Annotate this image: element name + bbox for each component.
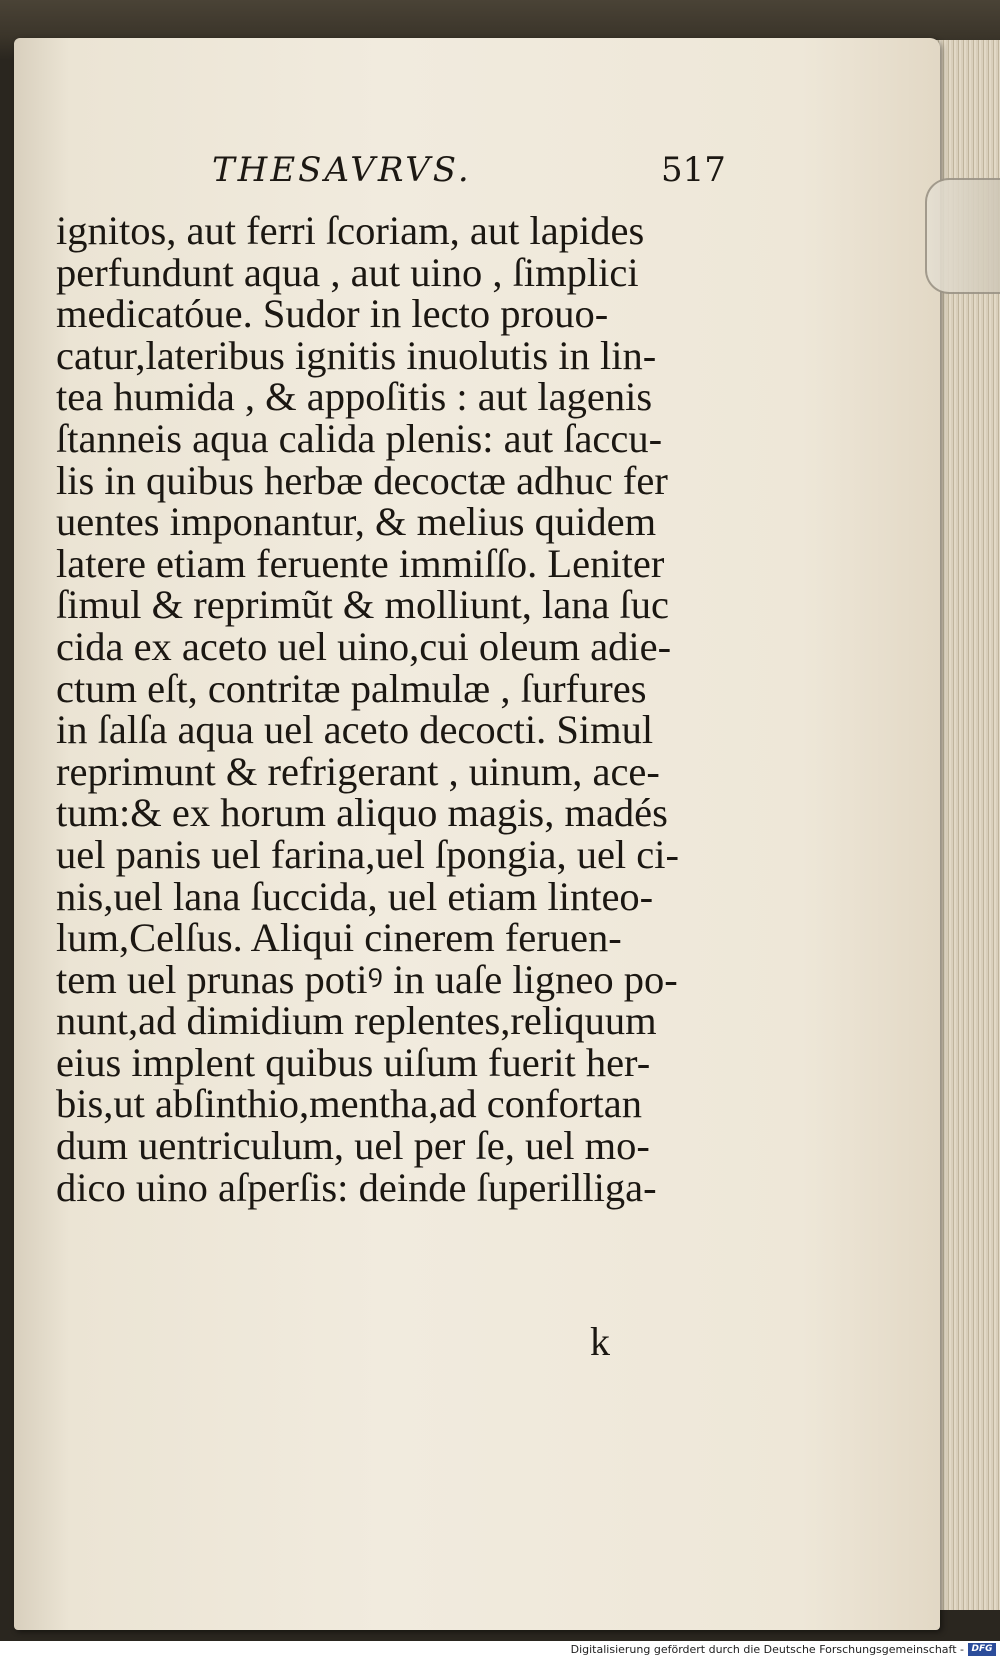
footer-credit: Digitalisierung gefördert durch die Deutsche Forschungsgemeinschaft -	[570, 1643, 964, 1656]
catchword: k	[590, 1319, 610, 1364]
text-line: latere etiam feruente immiſſo. Leniter	[56, 540, 665, 586]
text-line: ctum eſt, contritæ palmulæ , ſurfures	[56, 665, 647, 711]
text-line: lum,Celſus. Aliqui cinerem feruen-	[56, 915, 622, 961]
text-line: medicatóue. Sudor in lecto prouo-	[56, 291, 609, 337]
text-line: eius implent quibus uiſum fuerit her-	[56, 1039, 651, 1085]
body-text	[56, 210, 716, 1208]
text-line: reprimunt & refrigerant , uinum, ace-	[56, 748, 660, 794]
text-line: tem uel prunas potiꝰ in uaſe ligneo po-	[56, 956, 678, 1002]
page-clip	[925, 178, 1000, 294]
page-number: 517	[661, 150, 726, 190]
text-line: ignitos, aut ferri ſcoriam, aut lapides	[56, 208, 645, 253]
text-line: nunt,ad dimidium replentes,reliquum	[56, 998, 657, 1044]
text-line: uentes imponantur, & melius quidem	[56, 499, 657, 545]
dfg-logo-icon: DFG	[968, 1643, 996, 1656]
text-line: dum uentriculum, uel per ſe, uel mo-	[56, 1123, 650, 1169]
text-line: lis in quibus herbæ decoctæ adhuc fer	[56, 457, 668, 503]
text-line: tea humida , & appoſitis : aut lagenis	[56, 374, 653, 420]
text-line: catur,lateribus ignitis inuolutis in lin-	[56, 332, 657, 378]
text-line: ſtanneis aqua calida plenis: aut ſaccu-	[56, 415, 663, 461]
text-line: in ſalſa aqua uel aceto decocti. Simul	[56, 707, 654, 753]
text-line: ſimul & reprimũt & molliunt, lana ſuc	[56, 582, 670, 628]
running-head: THESAVRVS.	[212, 150, 472, 190]
text-line: uel panis uel farina,uel ſpongia, uel ci-	[56, 831, 680, 877]
text-line: bis,ut abſinthio,mentha,ad confortan	[56, 1081, 642, 1127]
text-line: nis,uel lana ſuccida, uel etiam linteo-	[56, 873, 654, 919]
text-line: tum:& ex horum aliquo magis, madés	[56, 790, 668, 836]
text-line: dico uino aſperſis: deinde ſuperilliga-	[56, 1164, 657, 1210]
text-line: cida ex aceto uel uino,cui oleum adie-	[56, 623, 672, 669]
text-line: perfundunt aqua , aut uino , ſimplici	[56, 249, 639, 295]
